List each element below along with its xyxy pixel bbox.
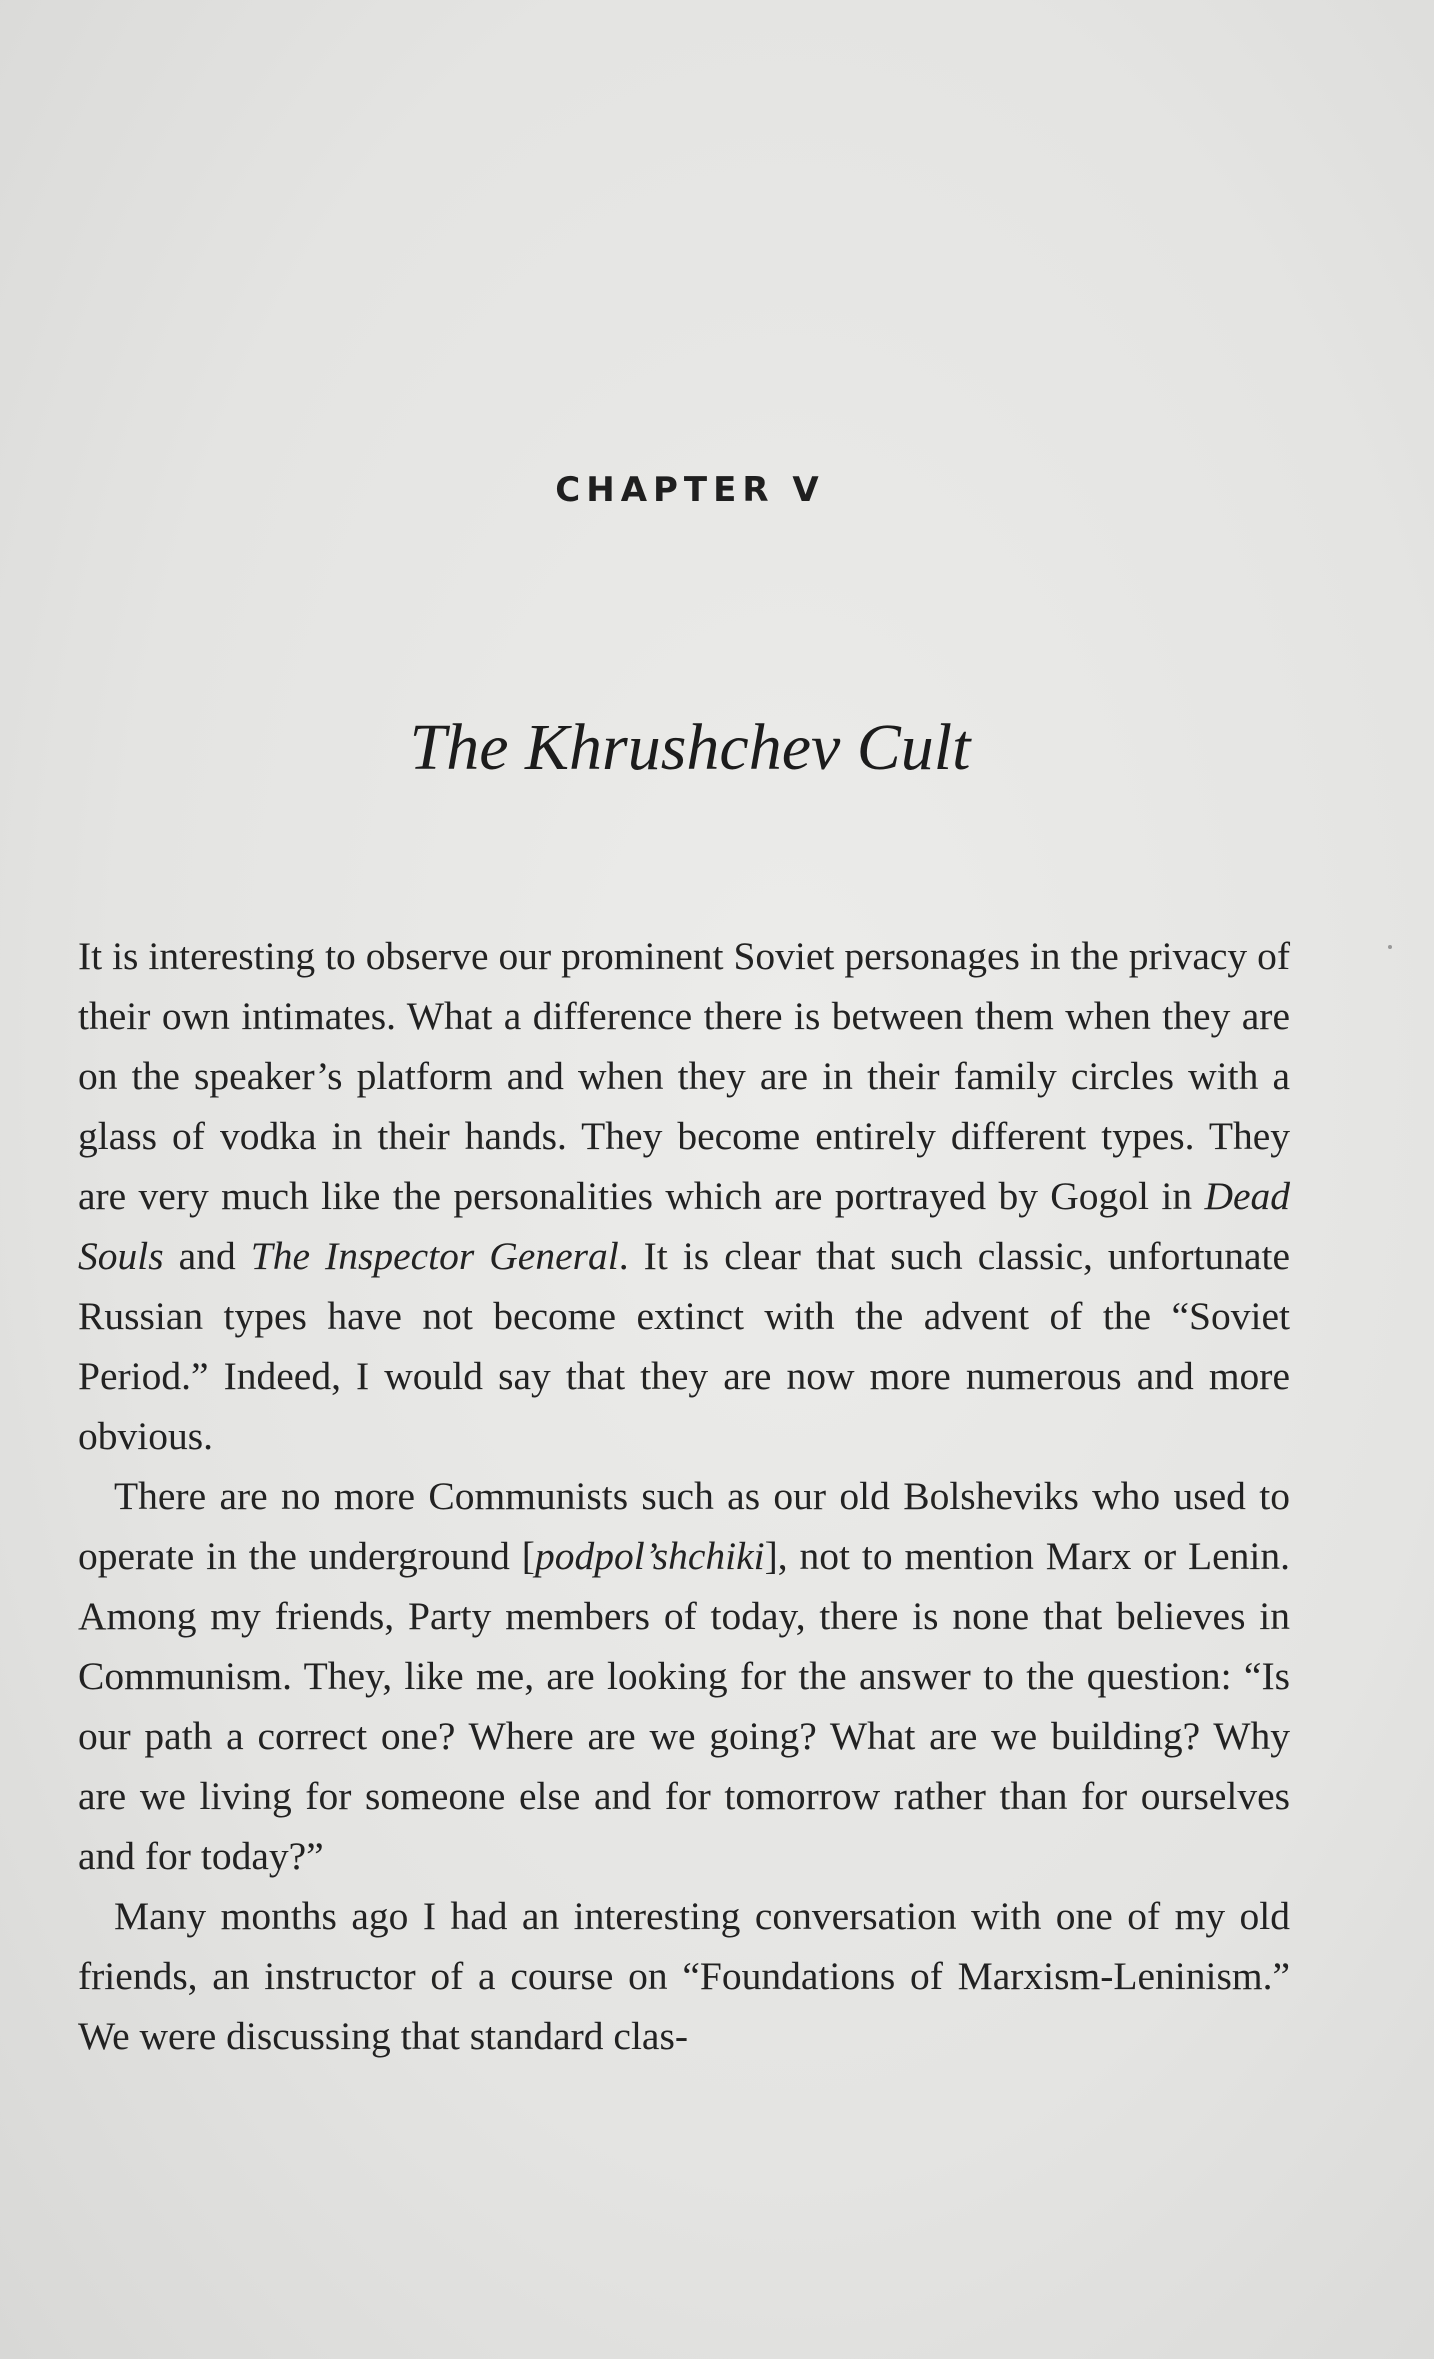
body-text-run: It is interesting to observe our prominent Soviet personages in the privacy of their own intimates. What a difference there is between them when they are on the speaker’s platform and when they are in their family circles with a glass of vodka in their hands. They become entirely different types. They are very much like the personalities which are portrayed by Gogol in: [78, 934, 1290, 1218]
body-text-run: Many months ago I had an interesting conversation with one of my old friends, an instructor of a course on “Foundations of Marxism-Leninism.” We were discussing that standard clas-: [78, 1894, 1290, 2058]
paragraph-3: [78, 1886, 1290, 2066]
italic-title-text: The Inspector General: [250, 1234, 619, 1278]
paragraph-2: [78, 1466, 1290, 1886]
chapter-body: [78, 926, 1290, 2066]
italic-title-text: podpol’shchiki: [534, 1534, 765, 1578]
body-text-run: . It is clear that such classic, unfortunate Russian types have not become extinct with the advent of the “Soviet Period.” Indeed, I would say that they are now more numerous and more obvious.: [78, 1234, 1290, 1458]
body-text-run: and: [163, 1234, 251, 1278]
paragraph-1: [78, 926, 1290, 1466]
chapter-title: The Khrushchev Cult: [409, 711, 971, 784]
italic-title-text: Dead Souls: [78, 1174, 1290, 1278]
stray-mark: [1388, 945, 1392, 949]
body-text-run: There are no more Communists such as our old Bolsheviks who used to operate in the underground [: [78, 1474, 1290, 1578]
body-text-run: ], not to mention Marx or Lenin. Among my friends, Party members of today, there is none that believes in Communism. They, like me, are looking for the answer to the question: “Is our path a correct one? Where are we going? What are we building? Why are we living for someone else and for tomorrow rather than for ourselves and for today?”: [78, 1534, 1290, 1878]
chapter-label: CHAPTER V: [555, 470, 825, 510]
